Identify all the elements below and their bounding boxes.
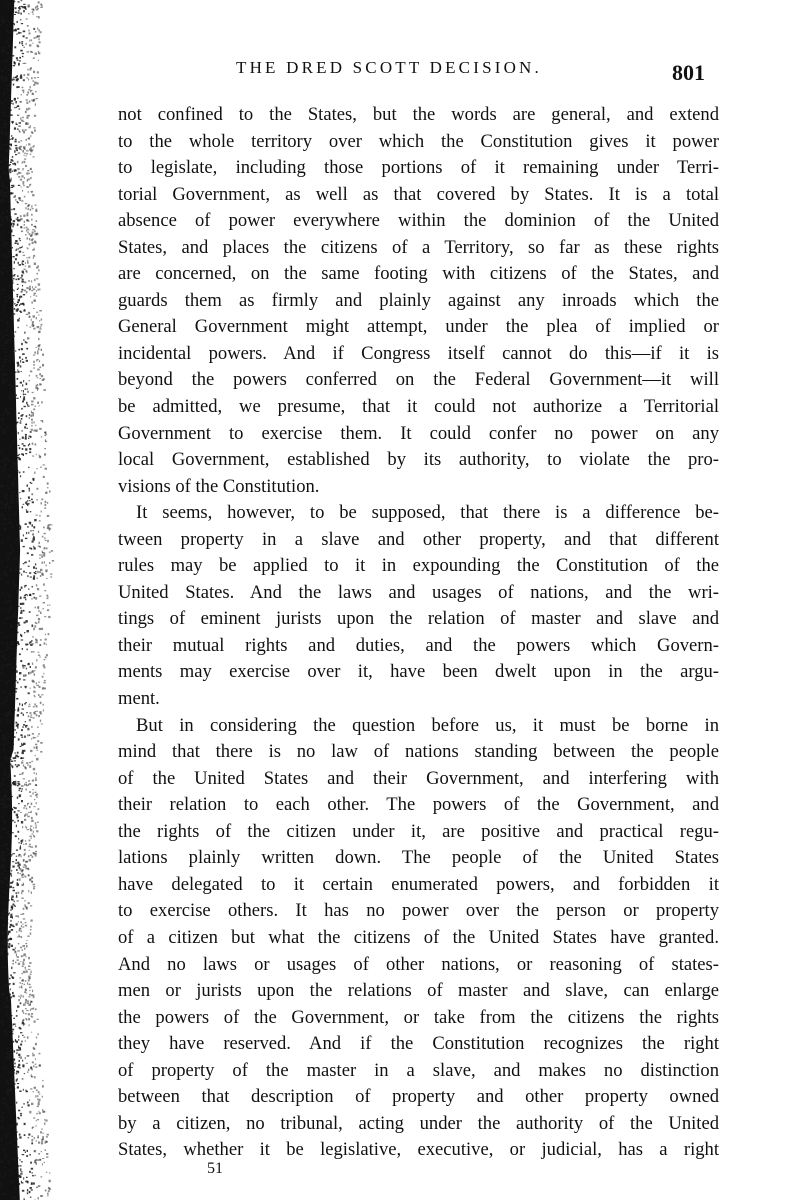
page-number: 801 [672,60,705,85]
paragraph [118,102,719,500]
text-line: States, whether it be legislative, executive, or judicial, has a right [118,1139,719,1161]
running-head: THE DRED SCOTT DECISION. [236,58,542,77]
text-line: local Government, established by its authority, to violate the pro- [118,449,719,471]
text-line: absence of power everywhere within the dominion of the United [118,210,719,232]
text-line: not confined to the States, but the words are general, and extend [118,104,719,125]
text-line: tings of eminent jurists upon the relation of master and slave and [118,608,719,630]
text-line: ments may exercise over it, have been dwelt upon in the argu- [118,661,719,683]
text-line: to the whole territory over which the Constitution gives it power [118,130,719,152]
text-line: their relation to each other. The powers of the Government, and [118,794,719,816]
text-line: torial Government, as well as that covered by States. It is a total [118,183,719,205]
text-line: tween property in a slave and other property, and that different [118,528,719,550]
text-line: to exercise others. It has no power over the person or property [118,900,719,922]
text-line: of property of the master in a slave, and makes no distinction [118,1059,719,1081]
text-line: their mutual rights and duties, and the powers which Govern- [118,634,719,656]
text-line: have delegated to it certain enumerated powers, and forbidden it [118,873,719,895]
text-line: the powers of the Government, or take from the citizens the rights [118,1006,719,1028]
text-line: visions of the Constitution. [118,475,320,497]
text-line: States, and places the citizens of a Territory, so far as these rights [118,236,719,258]
paragraph [118,500,719,712]
text-line: of the United States and their Government, and interfering with [118,767,719,789]
text-line: Government to exercise them. It could confer no power on any [118,422,719,444]
text-line: United States. And the laws and usages of nations, and the wri- [118,581,719,603]
text-line: ment. [118,688,160,710]
text-line: rules may be applied to it in expounding the Constitution of the [118,555,719,577]
text-line: mind that there is no law of nations standing between the people [118,741,719,763]
text-line: guards them as firmly and plainly against any inroads which the [118,289,719,311]
text-line: they have reserved. And if the Constitution recognizes the right [118,1033,719,1055]
text-line: the rights of the citizen under it, are positive and practical regu- [118,820,719,842]
text-line: But in considering the question before us, it must be borne in [136,714,719,736]
text-line: beyond the powers conferred on the Federal Government—it will [118,369,719,391]
signature-mark: 51 [207,1160,223,1177]
text-line: by a citizen, no tribunal, acting under the authority of the United [118,1112,719,1134]
paragraph [118,713,719,1164]
text-line: General Government might attempt, under the plea of implied or [118,316,719,338]
text-line: between that description of property and other property owned [118,1086,719,1108]
text-line: to legislate, including those portions of it remaining under Terri- [118,157,719,179]
text-line: incidental powers. And if Congress itself cannot do this—if it is [118,342,719,364]
text-line: are concerned, on the same footing with citizens of the States, and [118,263,719,285]
body-text [118,102,719,1164]
text-line: It seems, however, to be supposed, that there is a difference be- [136,502,719,524]
text-line: of a citizen but what the citizens of the United States have granted. [118,926,719,948]
text-line: And no laws or usages of other nations, or reasoning of states- [118,953,719,975]
book-gutter-shadow [0,0,70,1200]
text-line: lations plainly written down. The people of the United States [118,847,719,869]
text-line: men or jurists upon the relations of master and slave, can enlarge [118,980,719,1002]
text-line: be admitted, we presume, that it could not authorize a Territorial [118,396,719,418]
